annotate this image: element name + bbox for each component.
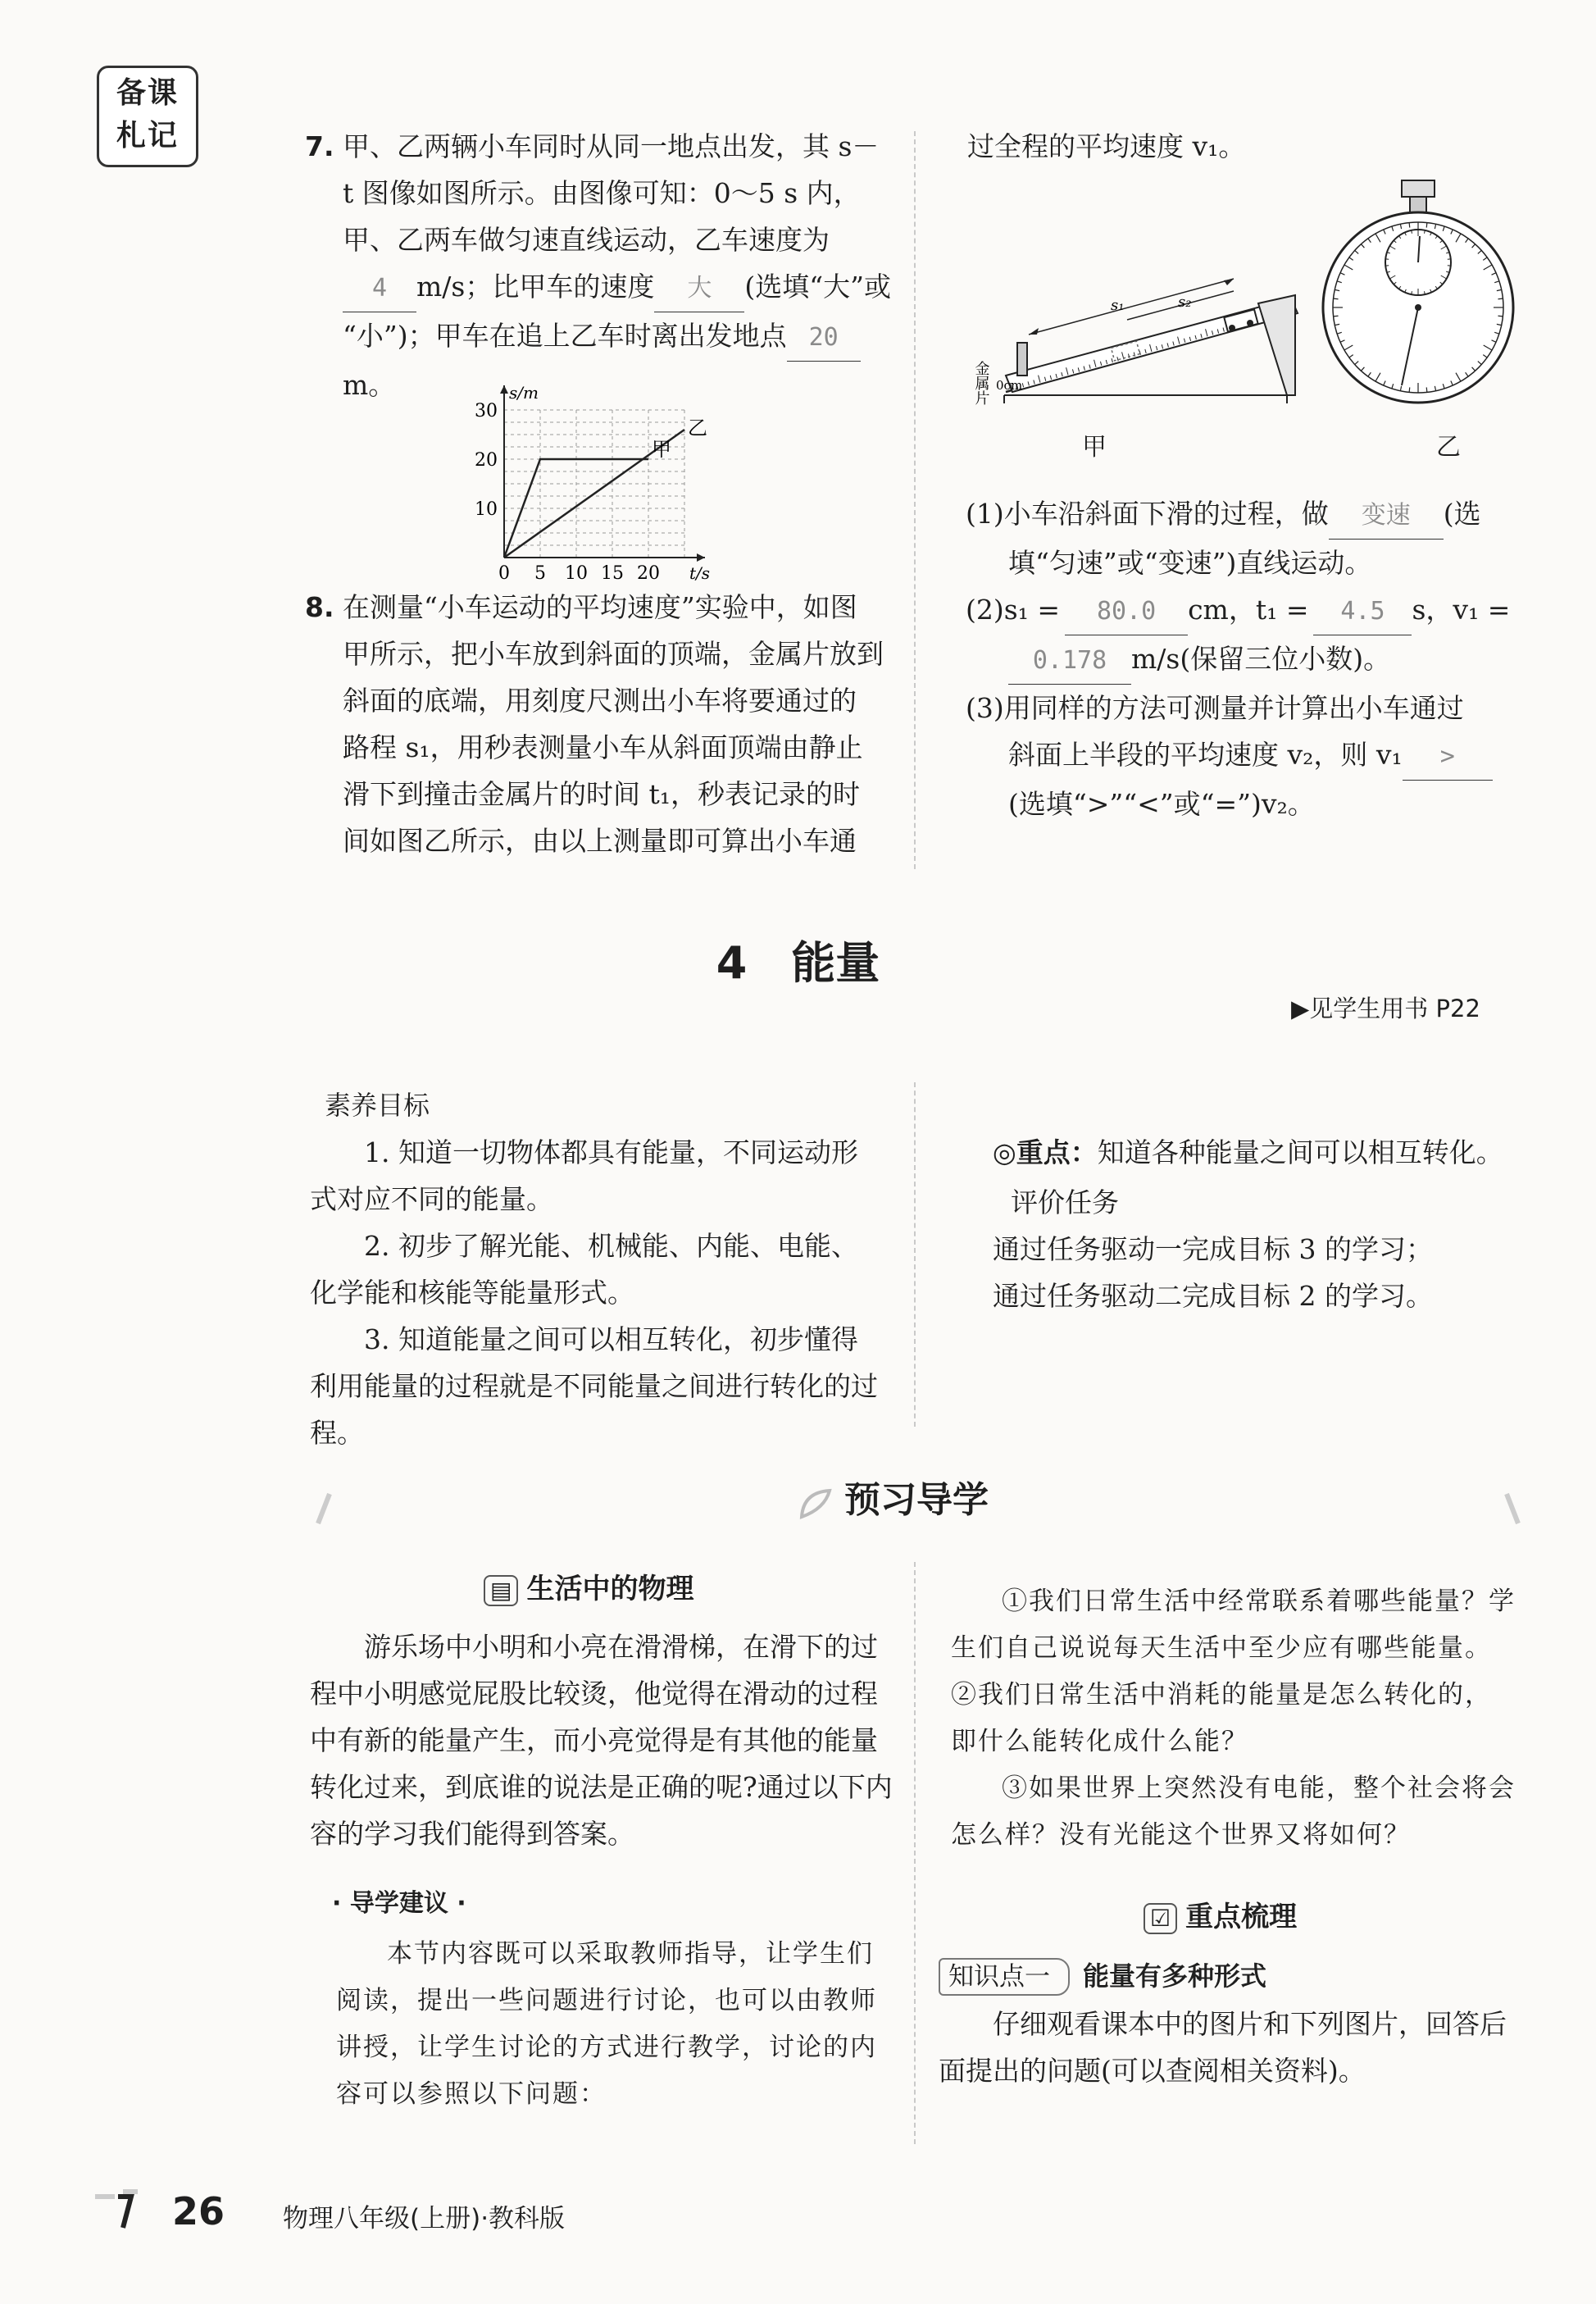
goals-heading: 素养目标 (325, 1090, 430, 1121)
q7-line: t 图像如图所示。由图像可知：0～5 s 内， (343, 177, 861, 209)
q8-subquestions (966, 490, 1523, 827)
goal-3: 3. 知道能量之间可以相互转化，初步懂得利用能量的过程就是不同能量之间进行转化的过程。 (310, 1323, 878, 1449)
keypoints-heading (1144, 1894, 1297, 1934)
q7-line: m/s；比甲车的速度 (416, 271, 655, 303)
x-tick-label: 0 (498, 563, 510, 584)
q7-line: m。 (343, 369, 396, 401)
y-arrow (500, 385, 508, 394)
q8-line: 甲所示，把小车放到斜面的顶端，金属片放到 (343, 638, 884, 670)
q8-answer-v1[interactable]: 0.178 (1008, 637, 1131, 685)
chart-axes (500, 385, 705, 562)
q8-p3-text: (选填“>”“<”或“=”)v₂。 (1008, 788, 1315, 820)
q7-line: 甲、乙两辆小车同时从同一地点出发，其 s－ (343, 130, 880, 162)
q8-p2-text: m/s(保留三位小数)。 (1131, 643, 1391, 675)
keypoints-heading-text: 重点梳理 (1185, 1901, 1298, 1933)
q8-answer-t1[interactable]: 4.5 (1313, 588, 1412, 635)
eval-1: 通过任务驱动一完成目标 3 的学习； (993, 1233, 1433, 1265)
y-tick-label: 30 (475, 401, 498, 421)
knowledge-text: 仔细观看课本中的图片和下列图片，回答后面提出的问题(可以查阅相关资料)。 (939, 2008, 1507, 2087)
x-arrow (697, 553, 705, 562)
knowledge-tag: 知识点一 (939, 1958, 1070, 1996)
slash-left-icon (311, 1492, 336, 1525)
goal-2: 2. 初步了解光能、机械能、内能、电能、化学能和核能等能量形式。 (310, 1230, 858, 1309)
x-tick-label: 20 (637, 563, 660, 584)
metal-label: 金属片 (972, 361, 990, 405)
x-tick-label: 15 (601, 563, 624, 584)
corner-label-2: 札记 (116, 118, 179, 153)
q8-p3-text: 斜面上半段的平均速度 v₂，则 v₁ (1008, 739, 1403, 771)
life-heading-text: 生活中的物理 (526, 1573, 694, 1605)
figure-label-a: 甲 (1082, 433, 1107, 462)
q7-number: 7. (305, 130, 334, 162)
section-title: 4 能量 (716, 937, 880, 989)
q8-number: 8. (305, 591, 334, 623)
life-heading (484, 1566, 693, 1606)
x-tick-label: 10 (565, 563, 588, 584)
corner-label-1: 备课 (116, 75, 179, 110)
key-text: 知道各种能量之间可以相互转化。 (1097, 1136, 1503, 1168)
goal-1: 1. 知道一切物体都具有能量，不同运动形式对应不同的能量。 (310, 1136, 858, 1215)
footer-deco-icon (90, 2185, 148, 2234)
q8-p1-text: (1)小车沿斜面下滑的过程，做 (966, 498, 1329, 530)
knowledge-title: 能量有多种形式 (1083, 1960, 1267, 1992)
preview-banner (311, 1476, 1525, 1525)
q8-line: 滑下到撞击金属片的时间 t₁，秒表记录的时 (343, 778, 860, 810)
q8-line: 间如图乙所示，由以上测量即可算出小车通 (343, 825, 857, 857)
y-axis-label: s/m (509, 383, 539, 403)
discussion-q2: ③如果世界上突然没有电能，整个社会将会怎么样？没有光能这个世界又将如何？ (951, 1774, 1516, 1850)
goals-right (939, 1082, 1516, 1319)
watch-tick (1409, 387, 1410, 392)
watch-tick (1498, 298, 1503, 299)
toy-car (1224, 309, 1257, 331)
q8-p1-text: (选 (1443, 498, 1481, 530)
q8-answer-motion[interactable]: 变速 (1329, 492, 1444, 540)
leaf-icon (795, 1484, 838, 1527)
corner-stamp (97, 66, 198, 167)
book-icon: ▤ (484, 1575, 518, 1606)
metal-plate (1017, 343, 1027, 376)
q8-p2-text: (2)s₁ = (966, 594, 1061, 626)
y-tick-label: 20 (475, 450, 498, 471)
watch-tick (1409, 223, 1410, 228)
column-divider-top (914, 131, 916, 869)
knowledge-point-row (939, 1956, 1266, 1996)
q8-answer-compare[interactable]: > (1403, 733, 1493, 781)
slash-right-icon (1500, 1492, 1525, 1525)
x-axis-label: t/s (689, 563, 711, 583)
q7-answer-distance[interactable]: 20 (787, 314, 861, 362)
life-paragraph: 游乐场中小明和小亮在滑滑梯，在滑下的过程中小明感觉屁股比较烫，他觉得在滑动的过程中有新的能量产生，而小亮觉得是有其他的能量转化过来，到底谁的说法是正确的呢?通过以下内容的学习我们能得到答案。 (310, 1631, 893, 1850)
q7-answer-speed[interactable]: 4 (343, 265, 416, 312)
book-title: 物理八年级(上册)·教科版 (283, 2204, 566, 2233)
student-book-ref: ▶见学生用书 P22 (1291, 995, 1480, 1022)
figure-label-b: 乙 (1436, 433, 1461, 462)
q7-answer-compare[interactable]: 大 (654, 265, 744, 312)
q8-line: 在测量“小车运动的平均速度”实验中，如图 (343, 591, 857, 623)
question-8 (305, 584, 895, 864)
q8-p3-text: (3)用同样的方法可测量并计算出小车通过 (966, 692, 1464, 724)
discussion-q1: ①我们日常生活中经常联系着哪些能量？学生们自己说说每天生活中至少应有哪些能量。②我们日常生活中消耗的能量是怎么转化的，即什么能转化成什么能？ (951, 1587, 1516, 1756)
q8-line: 斜面的底端，用刻度尺测出小车将要通过的 (343, 685, 857, 717)
checklist-icon: ☑ (1144, 1903, 1177, 1934)
page-number: 26 (172, 2189, 225, 2233)
tip-heading: · 导学建议 · (332, 1889, 466, 1918)
q8-p2-text: cm，t₁ = (1188, 594, 1309, 626)
y-tick-label: 10 (475, 499, 498, 520)
watch-tick (1426, 223, 1427, 228)
q7-line: (选填“大”或 (744, 271, 891, 303)
preview-title: 预习导学 (844, 1479, 989, 1521)
s2-label: s₂ (1178, 294, 1192, 311)
watch-tick (1334, 298, 1339, 299)
q7-line: 甲、乙两车做匀速直线运动，乙车速度为 (343, 224, 830, 256)
key-label: ◎重点： (993, 1136, 1098, 1168)
st-chart (459, 365, 738, 586)
eval-heading: 评价任务 (1011, 1186, 1119, 1218)
q8-answer-s1[interactable]: 80.0 (1065, 588, 1188, 635)
x-tick-label: 5 (534, 563, 546, 584)
q7-line: “小”)；甲车在追上乙车时离出发地点 (343, 320, 787, 352)
series-label: 乙 (688, 417, 707, 439)
s1-label: s₁ (1111, 297, 1125, 314)
watch-tick (1426, 387, 1427, 392)
column-divider-bottom (914, 1562, 916, 2144)
goals-left (310, 1082, 884, 1456)
series-label: 甲 (652, 438, 671, 461)
eval-2: 通过任务驱动二完成目标 2 的学习。 (993, 1280, 1433, 1312)
column-divider-goals (914, 1082, 916, 1427)
stopwatch-figure (1312, 172, 1525, 410)
incline-figure (963, 246, 1307, 459)
tip-text: 本节内容既可以采取教师指导，让学生们阅读，提出一些问题进行讨论，也可以由教师讲授，让学生讨论的方式进行教学，讨论的内容可以参照以下问题： (336, 1939, 877, 2109)
ruler-zero-label: 0cm (996, 378, 1023, 393)
q8-p1-text: 填“匀速”或“变速”)直线运动。 (1008, 547, 1372, 579)
q8-line: 路程 s₁，用秒表测量小车从斜面顶端由静止 (343, 731, 863, 763)
q8-p2-text: s，v₁ = (1412, 594, 1511, 626)
q8-continuation: 过全程的平均速度 v₁。 (967, 130, 1246, 162)
